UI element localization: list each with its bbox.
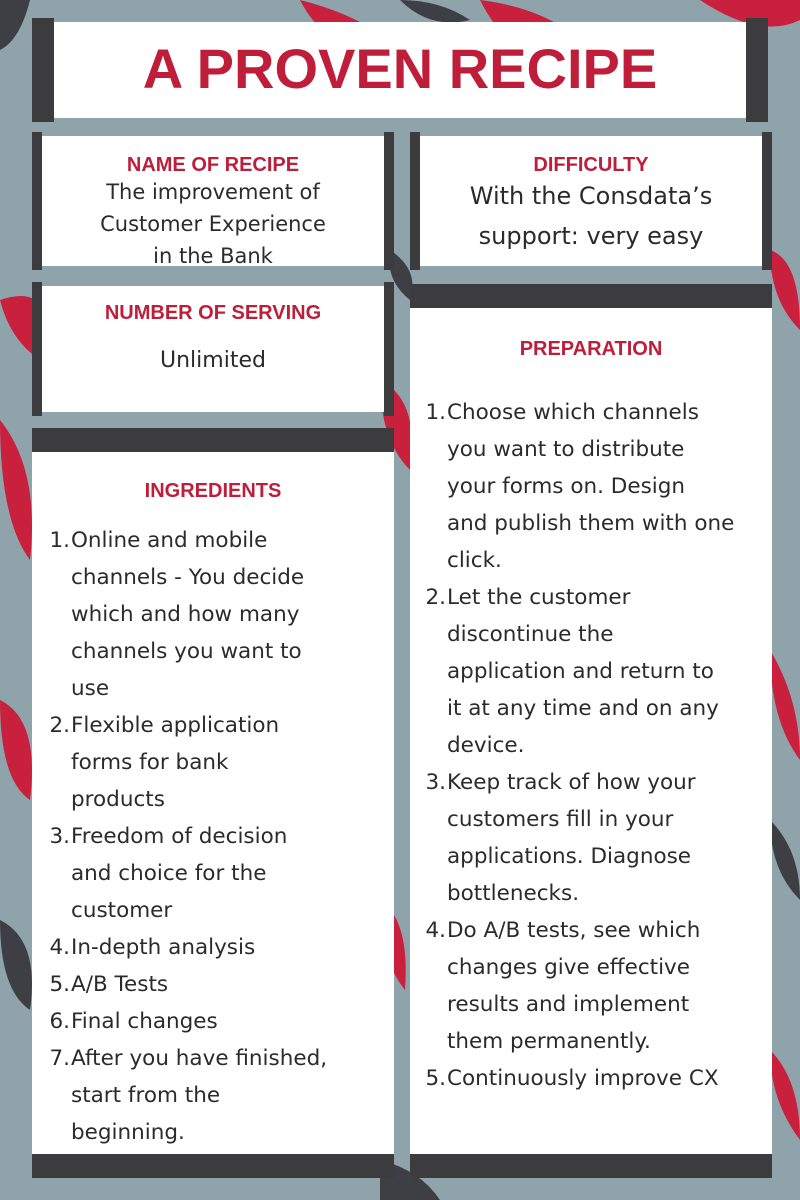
serving-left-bar (32, 282, 42, 416)
page-title: A PROVEN RECIPE (142, 37, 658, 100)
ingredients-item (40, 1003, 390, 1040)
preparation-item-number: 1. (425, 400, 446, 425)
preparation-item-number: 2. (425, 585, 446, 610)
preparation-item (416, 912, 768, 1060)
preparation-item-text: Continuously improve CX (447, 1066, 719, 1091)
preparation-item-text: click. (447, 548, 502, 573)
preparation-item-text: device. (447, 733, 525, 758)
ingredients-card (32, 452, 394, 1154)
recipe-left-bar (32, 132, 42, 270)
preparation-item-text: them permanently. (447, 1029, 651, 1054)
preparation-card (410, 308, 772, 1154)
preparation-list (416, 394, 768, 1097)
ingredients-item-text: Final changes (71, 1009, 218, 1034)
ingredients-item-text: products (71, 787, 165, 812)
preparation-item-number: 3. (425, 770, 446, 795)
ingredients-item (40, 1040, 390, 1151)
recipe-right-bar (384, 132, 394, 270)
preparation-item-text: results and implement (447, 992, 690, 1017)
ingredients-item-text: start from the (71, 1083, 221, 1108)
preparation-item (416, 1060, 768, 1097)
ingredients-item-text: channels you want to (71, 639, 302, 664)
difficulty-card (420, 136, 762, 266)
preparation-item-number: 4. (425, 918, 446, 943)
ingredients-item-text: Freedom of decision (71, 824, 288, 849)
title-right-bar (746, 18, 768, 122)
preparation-item-text: it at any time and on any (447, 696, 719, 721)
name-of-recipe-heading: NAME OF RECIPE (126, 154, 300, 176)
ingredients-panel (32, 428, 394, 1178)
serving-right-bar (384, 282, 394, 416)
preparation-panel (410, 284, 772, 1178)
ingredients-bottom-bar (32, 1154, 394, 1178)
preparation-item-text: changes give effective (447, 955, 691, 980)
preparation-item-number: 5. (425, 1066, 446, 1091)
ingredients-item-text: and choice for the (71, 861, 267, 886)
name-of-recipe-panel (32, 132, 394, 270)
ingredients-item-number: 2. (49, 713, 70, 738)
ingredients-item-number: 4. (49, 935, 70, 960)
ingredients-item (40, 522, 390, 707)
difficulty-panel (410, 132, 772, 270)
ingredients-item-text: beginning. (71, 1120, 185, 1145)
difficulty-right-bar (762, 132, 772, 270)
ingredients-item-text: Online and mobile (71, 528, 268, 553)
ingredients-item-text: which and how many (71, 602, 300, 627)
ingredients-item-text: A/B Tests (71, 972, 169, 997)
title-card (54, 22, 746, 118)
preparation-item-text: discontinue the (447, 622, 614, 647)
preparation-item-text: Keep track of how your (447, 770, 696, 795)
ingredients-item (40, 929, 390, 966)
ingredients-list (40, 522, 390, 1151)
ingredients-item (40, 818, 390, 929)
ingredients-item-text: Flexible application (71, 713, 280, 738)
preparation-item-text: and publish them with one (447, 511, 735, 536)
ingredients-item-number: 1. (49, 528, 70, 553)
preparation-top-bar (410, 284, 772, 308)
ingredients-item-number: 5. (49, 972, 70, 997)
recipe-name-line-1: The improvement of (106, 180, 320, 204)
ingredients-item-text: customer (71, 898, 173, 923)
preparation-item-text: customers fill in your (447, 807, 674, 832)
ingredients-top-bar (32, 428, 394, 452)
number-of-serving-panel (32, 282, 394, 416)
ingredients-item (40, 966, 390, 1003)
ingredients-item-text: In-depth analysis (71, 935, 256, 960)
preparation-bottom-bar (410, 1154, 772, 1178)
preparation-item-text: applications. Diagnose (447, 844, 692, 869)
preparation-item (416, 764, 768, 912)
difficulty-line-2: support: very easy (478, 222, 704, 250)
ingredients-item-text: use (71, 676, 110, 701)
preparation-heading: PREPARATION (519, 338, 663, 360)
ingredients-item-number: 6. (49, 1009, 70, 1034)
preparation-item-text: application and return to (447, 659, 714, 684)
title-banner (32, 18, 768, 122)
preparation-item-text: you want to distribute (447, 437, 685, 462)
preparation-item (416, 579, 768, 764)
ingredients-item (40, 707, 390, 818)
preparation-item-text: Do A/B tests, see which (447, 918, 701, 943)
recipe-card (42, 136, 384, 266)
preparation-item-text: your forms on. Design (447, 474, 686, 499)
preparation-item-text: bottlenecks. (447, 881, 580, 906)
ingredients-item-number: 3. (49, 824, 70, 849)
ingredients-item-text: After you have finished, (71, 1046, 328, 1071)
ingredients-item-number: 7. (49, 1046, 70, 1071)
title-left-bar (32, 18, 54, 122)
preparation-item (416, 394, 768, 579)
ingredients-item-text: forms for bank (71, 750, 229, 775)
preparation-item-text: Let the customer (447, 585, 631, 610)
difficulty-left-bar (410, 132, 420, 270)
ingredients-item-text: channels - You decide (71, 565, 305, 590)
preparation-item-text: Choose which channels (447, 400, 699, 425)
difficulty-line-1: With the Consdata’s (469, 182, 713, 210)
serving-card (42, 286, 384, 412)
ingredients-heading: INGREDIENTS (144, 480, 282, 502)
serving-value: Unlimited (160, 348, 266, 373)
recipe-name-line-3: in the Bank (153, 244, 273, 268)
recipe-name-line-2: Customer Experience (100, 212, 326, 236)
difficulty-heading: DIFFICULTY (533, 154, 649, 176)
number-of-serving-heading: NUMBER OF SERVING (104, 302, 322, 324)
